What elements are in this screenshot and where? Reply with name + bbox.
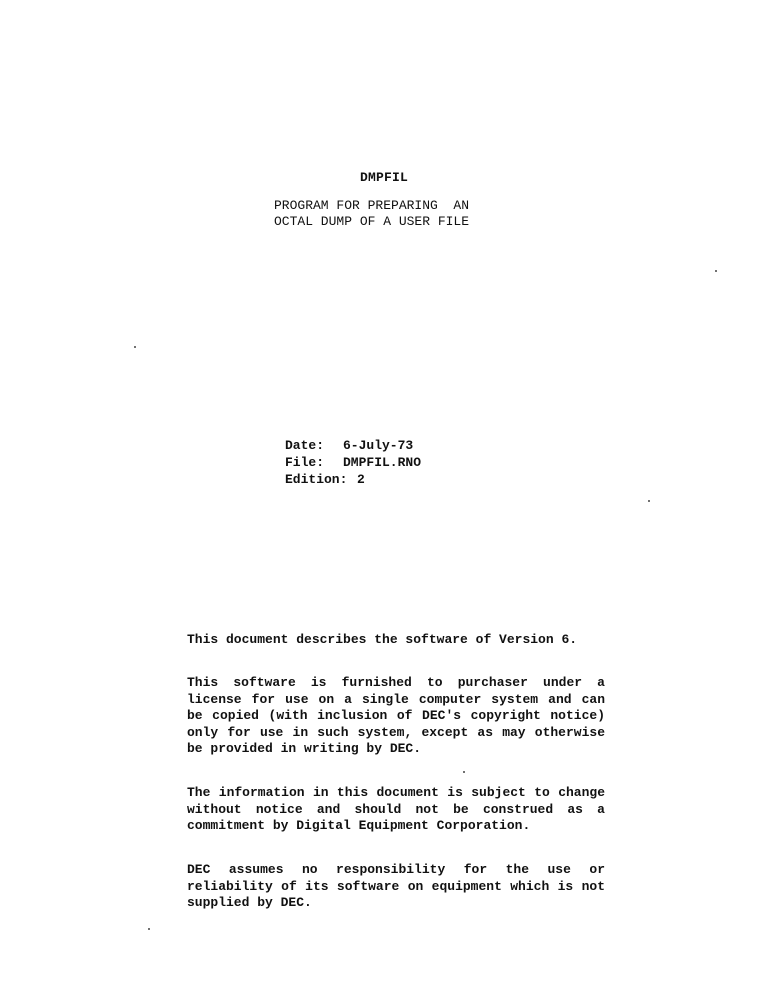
scan-speck [715, 270, 717, 272]
edition-value: 2 [357, 472, 365, 487]
version-paragraph: This document describes the software of Version 6. [187, 632, 578, 647]
document-subtitle [274, 198, 469, 230]
notice-paragraph: The information in this document is subject to change without notice and should not be construed as a commitment by Digital Equipment Corporation. [187, 785, 605, 833]
edition-label: Edition: [285, 472, 348, 487]
date-label: Date: [285, 438, 325, 453]
scan-speck [134, 346, 136, 348]
scan-speck [463, 771, 465, 773]
scan-speck [648, 500, 650, 502]
responsibility-paragraph: DEC assumes no responsibility for the use or reliability of its software on equipment which is not supplied by DEC. [187, 862, 605, 910]
file-row [285, 454, 421, 471]
date-value: 6-July-73 [343, 438, 414, 453]
file-value: DMPFIL.RNO [343, 455, 422, 470]
document-metadata [285, 437, 421, 488]
file-label: File: [285, 455, 325, 470]
document-title: DMPFIL [359, 170, 408, 185]
date-row [285, 437, 421, 454]
scan-speck [148, 928, 150, 930]
license-paragraph: This software is furnished to purchaser under a license for use on a single computer system and can be copied (with inclusion of DEC's copyright notice) only for use in such system, except as may otherwise be provided in writing by DEC. [187, 675, 605, 756]
edition-row [285, 471, 421, 488]
subtitle-line-2: OCTAL DUMP OF A USER FILE [274, 214, 470, 229]
subtitle-line-1: PROGRAM FOR PREPARING AN [274, 198, 470, 213]
